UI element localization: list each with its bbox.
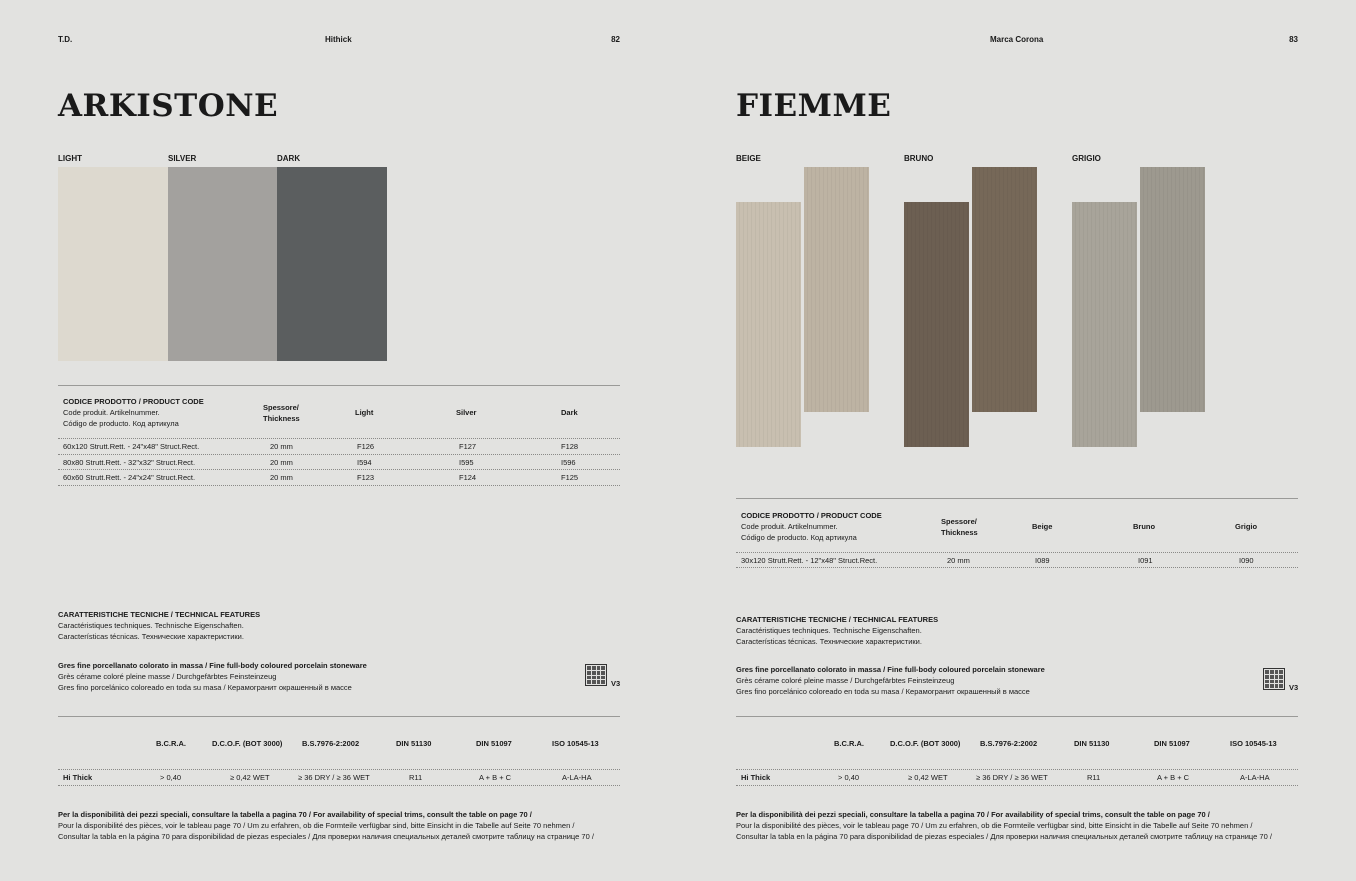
swatch-label-bruno: BRUNO xyxy=(904,154,934,163)
tech-row-label: Hi Thick xyxy=(63,773,93,782)
code-table-title: CODICE PRODOTTO / PRODUCT CODE xyxy=(63,397,204,406)
table-cell: 60x60 Strutt.Rett. - 24"x24" Struct.Rect. xyxy=(63,473,196,482)
tech-header: DIN 51097 xyxy=(1154,739,1190,748)
row-divider xyxy=(58,485,620,486)
thickness-header: Spessore/ xyxy=(941,517,977,526)
row-divider xyxy=(58,785,620,786)
table-cell: 60x120 Strutt.Rett. - 24"x48" Struct.Rect. xyxy=(63,442,200,451)
tile-grigio xyxy=(1072,202,1137,447)
material-description: Grès cérame coloré pleine masse / Durchgefärbtes Feinsteinzeug xyxy=(58,672,277,681)
row-divider xyxy=(736,785,1298,786)
header-brand: T.D. xyxy=(58,35,73,44)
tech-header: B.S.7976-2:2002 xyxy=(980,739,1038,748)
tech-header: B.C.R.A. xyxy=(156,739,186,748)
tech-header: DIN 51130 xyxy=(396,739,432,748)
tile-bruno xyxy=(904,202,969,447)
tech-value: > 0,40 xyxy=(160,773,182,782)
product-title: ARKISTONE xyxy=(58,88,279,124)
table-cell: 20 mm xyxy=(947,556,970,565)
table-top-rule xyxy=(58,385,620,386)
column-header-silver: Silver xyxy=(456,408,477,417)
swatch-light xyxy=(58,167,168,361)
tech-header: D.C.O.F. (BOT 3000) xyxy=(212,739,283,748)
footer-note: Per la disponibilità dei pezzi speciali, consultare la tabella a pagina 70 / For availability of special trims, consult the table on page 70 / xyxy=(736,810,1210,819)
tech-value: ≥ 36 DRY / ≥ 36 WET xyxy=(976,773,1048,782)
tech-header: ISO 10545-13 xyxy=(552,739,599,748)
row-divider xyxy=(58,454,620,455)
footer-note: Per la disponibilità dei pezzi speciali, consultare la tabella a pagina 70 / For availability of special trims, consult the table on page 70 / xyxy=(58,810,532,819)
row-divider xyxy=(736,567,1298,568)
row-divider xyxy=(736,552,1298,553)
footer-note: Consultar la tabla en la página 70 para disponibilidad de piezas especiales / Для проверки наличия специальных деталей смотрите таблицу на странице 70 / xyxy=(736,832,1272,841)
table-cell: F127 xyxy=(459,442,477,451)
tech-value: > 0,40 xyxy=(838,773,860,782)
tech-header: ISO 10545-13 xyxy=(1230,739,1277,748)
swatch-label-silver: SILVER xyxy=(168,154,197,163)
footer-note: Pour la disponibilité des pièces, voir le tableau page 70 / Um zu erfahren, ob die Formteile verfügbar sind, bitte Einsicht in die Tabelle auf Seite 70 nehmen / xyxy=(58,821,575,830)
table-cell: 30x120 Strutt.Rett. - 12"x48" Struct.Rect. xyxy=(741,556,878,565)
thickness-header: Spessore/ xyxy=(263,403,299,412)
tile-beige xyxy=(804,167,869,412)
tech-table-rule xyxy=(58,716,620,717)
tech-header: D.C.O.F. (BOT 3000) xyxy=(890,739,961,748)
features-subtitle: Características técnicas. Технические характеристики. xyxy=(58,632,244,641)
footer-note: Consultar la tabla en la página 70 para disponibilidad de piezas especiales / Для проверки наличия специальных деталей смотрите таблицу на странице 70 / xyxy=(58,832,594,841)
header-collection: Hithick xyxy=(325,35,352,44)
tech-value: R11 xyxy=(1087,773,1101,782)
features-subtitle: Caractéristiques techniques. Technische Eigenschaften. xyxy=(58,621,244,630)
features-subtitle: Caractéristiques techniques. Technische Eigenschaften. xyxy=(736,626,922,635)
table-cell: 80x80 Strutt.Rett. - 32"x32" Struct.Rect. xyxy=(63,458,196,467)
product-title: FIEMME xyxy=(736,88,892,124)
table-cell: 20 mm xyxy=(270,458,293,467)
features-title: CARATTERISTICHE TECNICHE / TECHNICAL FEATURES xyxy=(736,615,939,624)
catalog-page-right xyxy=(678,0,1356,881)
column-header-beige: Beige xyxy=(1032,522,1053,531)
tech-value: ≥ 0,42 WET xyxy=(230,773,270,782)
tech-header: B.S.7976-2:2002 xyxy=(302,739,360,748)
table-cell: I595 xyxy=(459,458,474,467)
table-cell: I091 xyxy=(1138,556,1153,565)
code-table-subtitle: Code produit. Artikelnummer. xyxy=(741,522,838,531)
tech-value: R11 xyxy=(409,773,423,782)
header-brand: Marca Corona xyxy=(990,35,1044,44)
tech-header: DIN 51097 xyxy=(476,739,512,748)
tech-header: DIN 51130 xyxy=(1074,739,1110,748)
tech-value: ≥ 36 DRY / ≥ 36 WET xyxy=(298,773,370,782)
table-cell: F124 xyxy=(459,473,477,482)
tile-bruno xyxy=(972,167,1037,412)
swatch-silver xyxy=(168,167,277,361)
features-title: CARATTERISTICHE TECNICHE / TECHNICAL FEATURES xyxy=(58,610,261,619)
swatch-label-grigio: GRIGIO xyxy=(1072,154,1101,163)
swatch-label-light: LIGHT xyxy=(58,154,82,163)
features-subtitle: Características técnicas. Технические характеристики. xyxy=(736,637,922,646)
footer-note: Pour la disponibilité des pièces, voir le tableau page 70 / Um zu erfahren, ob die Formteile verfügbar sind, bitte Einsicht in die Tabelle auf Seite 70 nehmen / xyxy=(736,821,1253,830)
material-title: Gres fine porcellanato colorato in massa / Fine full-body coloured porcelain stoneware xyxy=(58,661,367,670)
tech-value: ≥ 0,42 WET xyxy=(908,773,948,782)
column-header-light: Light xyxy=(355,408,374,417)
row-divider xyxy=(58,438,620,439)
swatch-label-beige: BEIGE xyxy=(736,154,761,163)
tech-value: A + B + C xyxy=(1157,773,1190,782)
material-description: Gres fino porcelánico coloreado en toda su masa / Керамогранит окрашенный в массе xyxy=(58,683,352,692)
thickness-header: Thickness xyxy=(263,414,300,423)
material-description: Grès cérame coloré pleine masse / Durchgefärbtes Feinsteinzeug xyxy=(736,676,955,685)
tech-header: B.C.R.A. xyxy=(834,739,864,748)
material-description: Gres fino porcelánico coloreado en toda su masa / Керамогранит окрашенный в массе xyxy=(736,687,1030,696)
table-cell: I090 xyxy=(1239,556,1254,565)
tech-value: A-LA-HA xyxy=(1240,773,1270,782)
swatch-label-dark: DARK xyxy=(277,154,301,163)
table-cell: I594 xyxy=(357,458,372,467)
code-table-subtitle: Código de producto. Код артикула xyxy=(741,533,857,542)
tech-value: A + B + C xyxy=(479,773,512,782)
code-table-subtitle: Code produit. Artikelnummer. xyxy=(63,408,160,417)
column-header-dark: Dark xyxy=(561,408,578,417)
table-cell: F128 xyxy=(561,442,579,451)
table-cell: F126 xyxy=(357,442,375,451)
row-divider xyxy=(736,769,1298,770)
material-title: Gres fine porcellanato colorato in massa / Fine full-body coloured porcelain stoneware xyxy=(736,665,1045,674)
shade-variation-grid-icon xyxy=(585,664,607,686)
table-cell: I089 xyxy=(1035,556,1050,565)
page-number: 82 xyxy=(611,35,620,44)
thickness-header: Thickness xyxy=(941,528,978,537)
tile-grigio xyxy=(1140,167,1205,412)
variation-badge: V3 xyxy=(611,679,621,688)
table-cell: F125 xyxy=(561,473,579,482)
code-table-subtitle: Código de producto. Код артикула xyxy=(63,419,179,428)
tech-row-label: Hi Thick xyxy=(741,773,771,782)
code-table-title: CODICE PRODOTTO / PRODUCT CODE xyxy=(741,511,882,520)
tile-beige xyxy=(736,202,801,447)
table-cell: 20 mm xyxy=(270,442,293,451)
column-header-bruno: Bruno xyxy=(1133,522,1156,531)
table-top-rule xyxy=(736,498,1298,499)
table-cell: F123 xyxy=(357,473,375,482)
tech-table-rule xyxy=(736,716,1298,717)
row-divider xyxy=(58,769,620,770)
table-cell: I596 xyxy=(561,458,576,467)
column-header-grigio: Grigio xyxy=(1235,522,1258,531)
page-number: 83 xyxy=(1289,35,1298,44)
tech-value: A-LA-HA xyxy=(562,773,592,782)
variation-badge: V3 xyxy=(1289,683,1299,692)
shade-variation-grid-icon xyxy=(1263,668,1285,690)
table-cell: 20 mm xyxy=(270,473,293,482)
swatch-dark xyxy=(277,167,387,361)
row-divider xyxy=(58,469,620,470)
